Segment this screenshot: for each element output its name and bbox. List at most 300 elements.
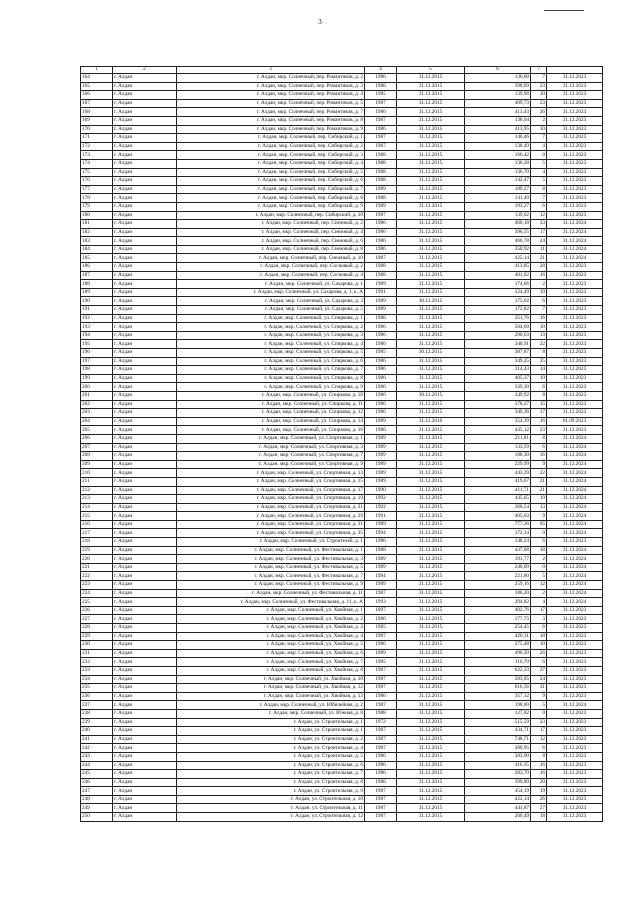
residents-cell: 9: [531, 460, 547, 469]
survey-date-cell: 31.12.2015: [397, 744, 465, 753]
deadline-date-cell: 31.12.2023: [547, 804, 603, 813]
area-cell: 419,67: [465, 477, 531, 486]
build-year-cell: 1989: [365, 469, 397, 478]
address-cell: г. Алдан, мкр. Солнечный, пер. Романтиков, д. 4: [177, 91, 365, 100]
deadline-date-cell: 31.12.2023: [547, 709, 603, 718]
build-year-cell: 1986: [365, 220, 397, 229]
deadline-date-cell: 31.12.2024: [547, 477, 603, 486]
build-year-cell: 1986: [365, 538, 397, 547]
area-cell: 340,91: [465, 340, 531, 349]
area-cell: 166,42: [465, 151, 531, 160]
deadline-date-cell: 31.12.2023: [547, 99, 603, 108]
residents-cell: 6: [531, 297, 547, 306]
row-number-cell: 168: [81, 108, 113, 117]
table-row: [81, 787, 603, 796]
survey-date-cell: 31.12.2015: [397, 220, 465, 229]
row-number-cell: 194: [81, 331, 113, 340]
address-cell: г. Алдан, мкр. Солнечный, ул. Спиркова, д. 11: [177, 400, 365, 409]
table-row: [81, 675, 603, 684]
residents-cell: 4: [531, 598, 547, 607]
address-cell: г. Алдан, мкр. Солнечный, пер. Романтиков, д. 9: [177, 125, 365, 134]
residents-cell: 5: [531, 177, 547, 186]
table-row: [81, 709, 603, 718]
table-row: [81, 795, 603, 804]
table-row: [81, 701, 603, 710]
locality-cell: г. Алдан: [113, 649, 177, 658]
address-cell: г. Алдан, мкр. Солнечный, пер. Снежный, д. 2: [177, 220, 365, 229]
deadline-date-cell: 31.12.2024: [547, 581, 603, 590]
residents-cell: 0: [531, 709, 547, 718]
deadline-date-cell: 31.12.2024: [547, 434, 603, 443]
build-year-cell: 1989: [365, 280, 397, 289]
address-cell: г. Алдан, ул. Строительная, д. 4: [177, 744, 365, 753]
survey-date-cell: 31.12.2015: [397, 546, 465, 555]
address-cell: г. Алдан, мкр. Солнечный, пер. Сибирский, д. 1: [177, 134, 365, 143]
address-cell: г. Алдан, мкр. Солнечный, ул. Сахарова, д. 1: [177, 280, 365, 289]
address-cell: г. Алдан, мкр. Солнечный, пер. Снежный, д. 8: [177, 245, 365, 254]
area-cell: 254,45: [465, 624, 531, 633]
row-number-cell: 208: [81, 452, 113, 461]
locality-cell: г. Алдан: [113, 323, 177, 332]
area-cell: 127,82: [465, 709, 531, 718]
row-number-cell: 172: [81, 142, 113, 151]
locality-cell: г. Алдан: [113, 391, 177, 400]
locality-cell: г. Алдан: [113, 306, 177, 315]
build-year-cell: 1987: [365, 142, 397, 151]
area-cell: 142,47: [465, 177, 531, 186]
deadline-date-cell: 31.12.2023: [547, 82, 603, 91]
table-row: [81, 306, 603, 315]
address-cell: г. Алдан, мкр. Солнечный, ул. Спортивная, д. 13: [177, 469, 365, 478]
build-year-cell: 1988: [365, 151, 397, 160]
area-cell: 349,25: [465, 357, 531, 366]
row-number-cell: 197: [81, 357, 113, 366]
area-cell: 437,68: [465, 546, 531, 555]
row-number-cell: 196: [81, 349, 113, 358]
deadline-date-cell: 31.12.2024: [547, 495, 603, 504]
table-row: [81, 349, 603, 358]
address-cell: г. Алдан, мкр. Солнечный, ул. Спиркова, д. 12: [177, 409, 365, 418]
row-number-cell: 166: [81, 91, 113, 100]
survey-date-cell: 31.12.2015: [397, 237, 465, 246]
locality-cell: г. Алдан: [113, 357, 177, 366]
area-cell: 349,92: [465, 391, 531, 400]
address-cell: г. Алдан, мкр. Солнечный, ул. Спиркова, д. 16: [177, 426, 365, 435]
locality-cell: г. Алдан: [113, 675, 177, 684]
area-cell: 350,92: [465, 245, 531, 254]
survey-date-cell: 31.12.2015: [397, 727, 465, 736]
locality-cell: г. Алдан: [113, 134, 177, 143]
locality-cell: г. Алдан: [113, 185, 177, 194]
locality-cell: г. Алдан: [113, 383, 177, 392]
deadline-date-cell: 31.12.2024: [547, 220, 603, 229]
deadline-date-cell: 31.12.2024: [547, 245, 603, 254]
row-number-cell: 214: [81, 503, 113, 512]
residents-cell: 18: [531, 546, 547, 555]
residents-cell: 19: [531, 374, 547, 383]
locality-cell: г. Алдан: [113, 795, 177, 804]
survey-date-cell: 31.12.2015: [397, 366, 465, 375]
row-number-cell: 180: [81, 211, 113, 220]
row-number-cell: 177: [81, 185, 113, 194]
build-year-cell: 1989: [365, 443, 397, 452]
residents-cell: 13: [531, 503, 547, 512]
residents-cell: 17: [531, 606, 547, 615]
table-row: [81, 538, 603, 547]
locality-cell: г. Алдан: [113, 615, 177, 624]
column-number-row: [81, 67, 603, 74]
build-year-cell: 1986: [365, 778, 397, 787]
survey-date-cell: 31.12.2015: [397, 624, 465, 633]
locality-cell: г. Алдан: [113, 624, 177, 633]
table-row: [81, 142, 603, 151]
locality-cell: г. Алдан: [113, 426, 177, 435]
residents-cell: 7: [531, 306, 547, 315]
deadline-date-cell: 31.12.2024: [547, 452, 603, 461]
build-year-cell: 1987: [365, 589, 397, 598]
table-row: [81, 804, 603, 813]
deadline-date-cell: 31.12.2023: [547, 211, 603, 220]
deadline-date-cell: 31.12.2023: [547, 778, 603, 787]
locality-cell: г. Алдан: [113, 194, 177, 203]
address-cell: г. Алдан, мкр. Солнечный, ул. Спиркова, д. 9: [177, 383, 365, 392]
survey-date-cell: 31.12.2015: [397, 254, 465, 263]
survey-date-cell: 31.12.2015: [397, 383, 465, 392]
locality-cell: г. Алдан: [113, 400, 177, 409]
area-cell: 174,66: [465, 280, 531, 289]
address-cell: г. Алдан, мкр. Солнечный, ул. Хвойная, д. 8: [177, 666, 365, 675]
survey-date-cell: 31.12.2015: [397, 709, 465, 718]
survey-date-cell: 31.12.2015: [397, 795, 465, 804]
row-number-cell: 201: [81, 391, 113, 400]
address-cell: г. Алдан, мкр. Солнечный, пер. Сибирский, д. 3: [177, 151, 365, 160]
area-cell: 396,55: [465, 228, 531, 237]
residents-cell: 4: [531, 168, 547, 177]
address-cell: г. Алдан, мкр. Солнечный, ул. Спиркова, д. 5: [177, 349, 365, 358]
address-cell: г. Алдан, мкр. Солнечный, ул. Спиркова, д. 6: [177, 357, 365, 366]
survey-date-cell: 31.12.2015: [397, 426, 465, 435]
area-cell: 399,80: [465, 778, 531, 787]
build-year-cell: 1986: [365, 426, 397, 435]
table-row: [81, 134, 603, 143]
survey-date-cell: 31.12.2015: [397, 641, 465, 650]
survey-date-cell: 31.12.2015: [397, 581, 465, 590]
locality-cell: г. Алдан: [113, 546, 177, 555]
deadline-date-cell: 31.12.2023: [547, 125, 603, 134]
row-number-cell: 167: [81, 99, 113, 108]
area-cell: 186,20: [465, 589, 531, 598]
residents-cell: 26: [531, 649, 547, 658]
build-year-cell: 1989: [365, 434, 397, 443]
build-year-cell: 1986: [365, 752, 397, 761]
residents-cell: 19: [531, 787, 547, 796]
table-row: [81, 426, 603, 435]
build-year-cell: 1986: [365, 692, 397, 701]
locality-cell: г. Алдан: [113, 641, 177, 650]
locality-cell: г. Алдан: [113, 512, 177, 521]
build-year-cell: 1987: [365, 701, 397, 710]
row-number-cell: 233: [81, 666, 113, 675]
row-number-cell: 243: [81, 752, 113, 761]
survey-date-cell: 31.12.2015: [397, 469, 465, 478]
area-cell: 777,36: [465, 520, 531, 529]
area-cell: 583,05: [465, 675, 531, 684]
row-number-cell: 169: [81, 116, 113, 125]
address-cell: г. Алдан, мкр. Солнечный, ул. Хвойная, д. 1: [177, 606, 365, 615]
survey-date-cell: 31.12.2015: [397, 512, 465, 521]
table-row: [81, 374, 603, 383]
address-cell: г. Алдан, мкр. Солнечный, ул. Сахарова, д. 5: [177, 306, 365, 315]
area-cell: 138,04: [465, 116, 531, 125]
deadline-date-cell: 31.12.2023: [547, 718, 603, 727]
deadline-date-cell: 31.12.2023: [547, 675, 603, 684]
address-cell: г. Алдан, мкр. Солнечный, ул. Хвойная, д. 7: [177, 658, 365, 667]
survey-date-cell: 31.12.2015: [397, 228, 465, 237]
locality-cell: г. Алдан: [113, 82, 177, 91]
address-cell: г. Алдан, мкр. Солнечный, ул. Спиркова, д. 14: [177, 417, 365, 426]
area-cell: 116,70: [465, 658, 531, 667]
build-year-cell: 1988: [365, 159, 397, 168]
build-year-cell: 1988: [365, 177, 397, 186]
row-number-cell: 178: [81, 194, 113, 203]
survey-date-cell: 31.12.2015: [397, 271, 465, 280]
area-cell: 133,59: [465, 443, 531, 452]
locality-cell: г. Алдан: [113, 477, 177, 486]
area-cell: 294,82: [465, 598, 531, 607]
address-cell: г. Алдан, мкр. Солнечный, ул. Спортивная, д. 31: [177, 520, 365, 529]
deadline-date-cell: 31.12.2023: [547, 538, 603, 547]
build-year-cell: 1989: [365, 202, 397, 211]
survey-date-cell: 31.12.2015: [397, 503, 465, 512]
survey-date-cell: 30.12.2015: [397, 349, 465, 358]
table-row: [81, 615, 603, 624]
build-year-cell: 1986: [365, 108, 397, 117]
survey-date-cell: 31.12.2015: [397, 804, 465, 813]
address-cell: г. Алдан, мкр. Солнечный, ул. Хвойная, д. 13: [177, 692, 365, 701]
row-number-cell: 223: [81, 581, 113, 590]
survey-date-cell: 31.12.2015: [397, 752, 465, 761]
address-cell: г. Алдан, мкр. Солнечный, пер. Сибирский, д. 4: [177, 159, 365, 168]
locality-cell: г. Алдан: [113, 770, 177, 779]
area-cell: 193,27: [465, 202, 531, 211]
row-number-cell: 190: [81, 297, 113, 306]
build-year-cell: 1989: [365, 520, 397, 529]
residents-cell: 17: [531, 228, 547, 237]
table-row: [81, 194, 603, 203]
row-number-cell: 211: [81, 477, 113, 486]
locality-cell: г. Алдан: [113, 589, 177, 598]
table-row: [81, 228, 603, 237]
area-cell: 460,18: [465, 220, 531, 229]
table-row: [81, 624, 603, 633]
area-cell: 413,43: [465, 108, 531, 117]
deadline-date-cell: 31.12.2023: [547, 641, 603, 650]
build-year-cell: 1986: [365, 374, 397, 383]
area-cell: 405,37: [465, 374, 531, 383]
residents-cell: 6: [531, 624, 547, 633]
build-year-cell: 1986: [365, 331, 397, 340]
residents-cell: 10: [531, 91, 547, 100]
locality-cell: г. Алдан: [113, 108, 177, 117]
address-cell: г. Алдан, мкр. Солнечный, пер. Сибирский, д. 10: [177, 211, 365, 220]
table-row: [81, 658, 603, 667]
address-cell: г. Алдан, мкр. Солнечный, ул. Спиркова, д. 2: [177, 323, 365, 332]
survey-date-cell: 31.12.2015: [397, 615, 465, 624]
row-number-cell: 219: [81, 546, 113, 555]
address-cell: г. Алдан, ул. Строительная, д. 8: [177, 778, 365, 787]
row-number-cell: 176: [81, 177, 113, 186]
locality-cell: г. Алдан: [113, 314, 177, 323]
area-cell: 172,82: [465, 306, 531, 315]
area-cell: 339,30: [465, 383, 531, 392]
address-cell: г. Алдан, мкр. Солнечный, ул. Хвойная, д. 5: [177, 641, 365, 650]
deadline-date-cell: 31.12.2023: [547, 813, 603, 822]
survey-date-cell: 31.12.2015: [397, 761, 465, 770]
residents-cell: 5: [531, 159, 547, 168]
address-cell: г. Алдан, мкр. Солнечный, ул. Спортивная, д. 15: [177, 477, 365, 486]
build-year-cell: 1987: [365, 134, 397, 143]
deadline-date-cell: 31.12.2023: [547, 91, 603, 100]
area-cell: 136,60: [465, 74, 531, 83]
survey-date-cell: 31.12.2015: [397, 813, 465, 822]
table-row: [81, 752, 603, 761]
residents-cell: 19: [531, 288, 547, 297]
locality-cell: г. Алдан: [113, 168, 177, 177]
build-year-cell: 1972: [365, 718, 397, 727]
build-year-cell: 1987: [365, 795, 397, 804]
table-row: [81, 202, 603, 211]
row-number-cell: 205: [81, 426, 113, 435]
build-year-cell: 1987: [365, 787, 397, 796]
address-cell: г. Алдан, мкр. Солнечный, ул. Сахарова, д. 1, к. А: [177, 288, 365, 297]
residents-cell: 27: [531, 666, 547, 675]
build-year-cell: 1989: [365, 417, 397, 426]
locality-cell: г. Алдан: [113, 142, 177, 151]
row-number-cell: 246: [81, 778, 113, 787]
residents-cell: 16: [531, 417, 547, 426]
residents-cell: 16: [531, 452, 547, 461]
residents-cell: 26: [531, 795, 547, 804]
residents-cell: 6: [531, 538, 547, 547]
build-year-cell: 1986: [365, 357, 397, 366]
deadline-date-cell: 31.12.2023: [547, 177, 603, 186]
row-number-cell: 245: [81, 770, 113, 779]
row-number-cell: 249: [81, 804, 113, 813]
residents-cell: 10: [531, 125, 547, 134]
area-cell: 405,63: [465, 512, 531, 521]
address-cell: г. Алдан, мкр. Солнечный, пер. Романтиков, д. 8: [177, 116, 365, 125]
deadline-date-cell: 31.12.2024: [547, 555, 603, 564]
build-year-cell: 1986: [365, 82, 397, 91]
residents-cell: 18: [531, 632, 547, 641]
build-year-cell: 1987: [365, 804, 397, 813]
survey-date-cell: 30.12.2015: [397, 391, 465, 400]
residents-cell: 23: [531, 99, 547, 108]
survey-date-cell: 31.12.2015: [397, 684, 465, 693]
residents-cell: 16: [531, 271, 547, 280]
address-cell: г. Алдан, ул. Строительная, д. 6: [177, 761, 365, 770]
row-number-cell: 248: [81, 795, 113, 804]
build-year-cell: 1987: [365, 116, 397, 125]
table-row: [81, 744, 603, 753]
table-row: [81, 391, 603, 400]
address-cell: г. Алдан, мкр. Солнечный, ул. Спиркова, д. 4: [177, 340, 365, 349]
build-year-cell: 1987: [365, 735, 397, 744]
row-number-cell: 221: [81, 563, 113, 572]
row-number-cell: 241: [81, 735, 113, 744]
survey-date-cell: 31.12.2015: [397, 520, 465, 529]
survey-date-cell: 31.12.2015: [397, 632, 465, 641]
address-cell: г. Алдан, мкр. Солнечный, ул. Фестивальная, д. 1: [177, 546, 365, 555]
table-row: [81, 469, 603, 478]
survey-date-cell: 31.12.2015: [397, 675, 465, 684]
area-cell: 189,27: [465, 185, 531, 194]
survey-date-cell: 31.12.2015: [397, 82, 465, 91]
residents-cell: 15: [531, 400, 547, 409]
residents-cell: 12: [531, 211, 547, 220]
header-cell: 5: [397, 67, 465, 74]
address-cell: г. Алдан, мкр. Солнечный, ул. Юбилейная, д. 2: [177, 701, 365, 710]
address-cell: г. Алдан, мкр. Солнечный, пер. Сибирский, д. 2: [177, 142, 365, 151]
table-row: [81, 400, 603, 409]
deadline-date-cell: 31.12.2023: [547, 666, 603, 675]
address-cell: г. Алдан, мкр. Солнечный, ул. Фестивальная, д. 7: [177, 572, 365, 581]
locality-cell: г. Алдан: [113, 460, 177, 469]
table-row: [81, 770, 603, 779]
locality-cell: г. Алдан: [113, 434, 177, 443]
build-year-cell: 1992: [365, 503, 397, 512]
residents-cell: 12: [531, 581, 547, 590]
residents-cell: 20: [531, 778, 547, 787]
survey-date-cell: 31.12.2015: [397, 151, 465, 160]
area-cell: 416,35: [465, 761, 531, 770]
locality-cell: г. Алдан: [113, 340, 177, 349]
area-cell: 172,34: [465, 529, 531, 538]
address-cell: г. Алдан, мкр. Солнечный, ул. Спортивная, д. 9: [177, 460, 365, 469]
locality-cell: г. Алдан: [113, 486, 177, 495]
deadline-date-cell: 01.09.2023: [547, 417, 603, 426]
address-cell: г. Алдан, мкр. Солнечный, ул. Фестивальная, д. 11: [177, 589, 365, 598]
locality-cell: г. Алдан: [113, 159, 177, 168]
build-year-cell: 1986: [365, 340, 397, 349]
table-row: [81, 555, 603, 564]
residents-cell: 6: [531, 383, 547, 392]
build-year-cell: 1991: [365, 512, 397, 521]
survey-date-cell: 31.12.2015: [397, 331, 465, 340]
deadline-date-cell: 31.12.2023: [547, 340, 603, 349]
locality-cell: г. Алдан: [113, 666, 177, 675]
row-number-cell: 188: [81, 280, 113, 289]
row-number-cell: 199: [81, 374, 113, 383]
table-row: [81, 684, 603, 693]
survey-date-cell: 31.12.2015: [397, 340, 465, 349]
address-cell: г. Алдан, мкр. Солнечный, ул. Спортивная, д. 3: [177, 443, 365, 452]
locality-cell: г. Алдан: [113, 254, 177, 263]
row-number-cell: 183: [81, 237, 113, 246]
header-cell: 6: [465, 67, 531, 74]
row-number-cell: 213: [81, 495, 113, 504]
residents-cell: 2: [531, 555, 547, 564]
area-cell: 466,78: [465, 237, 531, 246]
area-cell: 622,33: [465, 666, 531, 675]
locality-cell: г. Алдан: [113, 374, 177, 383]
row-number-cell: 232: [81, 658, 113, 667]
build-year-cell: 1987: [365, 632, 397, 641]
deadline-date-cell: 31.12.2023: [547, 752, 603, 761]
area-cell: 368,54: [465, 503, 531, 512]
table-row: [81, 151, 603, 160]
header-cell: 7: [531, 67, 547, 74]
